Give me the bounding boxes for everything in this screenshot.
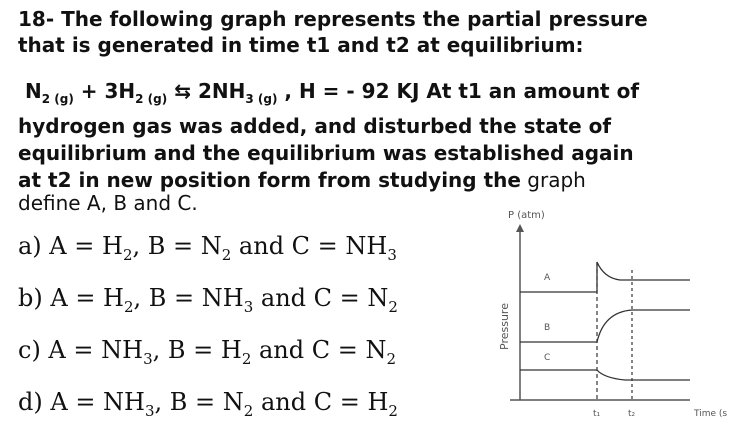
curve-b-label: B [544, 323, 551, 333]
eq-n2-sub: 2 (g) [41, 92, 74, 106]
option-d[interactable] [18, 388, 458, 440]
y-axis-top-label: P (atm) [508, 210, 545, 221]
eq-nh3: 2NH [197, 79, 246, 103]
option-sub: 3 [387, 245, 397, 264]
option-text: c) A = NH [18, 336, 144, 364]
y-axis-arrow-icon [516, 224, 524, 232]
option-text: , B = H [152, 336, 242, 364]
option-text: a) A = H [18, 232, 123, 260]
option-sub: 2 [122, 245, 133, 264]
pressure-time-graph [480, 200, 730, 430]
option-text: and C = N [253, 284, 389, 312]
option-text: , B = N [154, 388, 244, 416]
option-text: and C = N [251, 336, 387, 364]
option-a[interactable] [18, 232, 458, 284]
option-sub: 2 [388, 401, 398, 420]
option-c[interactable] [18, 336, 458, 388]
t1-label: t₁ [593, 409, 601, 419]
option-text: , B = N [132, 232, 222, 260]
curve-c [520, 370, 690, 380]
define-instruction: define A, B and C. [18, 191, 198, 215]
answer-options [18, 232, 458, 440]
question-title [18, 6, 718, 58]
option-text: and C = H [253, 388, 389, 416]
option-sub: 2 [123, 297, 134, 316]
y-axis-label: Pressure [498, 303, 511, 350]
option-sub: 2 [388, 297, 398, 316]
body-line-3: equilibrium and the equilibrium was established again [18, 141, 634, 165]
option-sub: 2 [243, 401, 254, 420]
option-text: d) A = NH [18, 388, 145, 416]
body-line-4-normal: graph [520, 168, 586, 192]
option-sub: 2 [386, 349, 397, 368]
option-text: and C = NH [231, 232, 388, 260]
eq-nh3-sub: 3 (g) [245, 92, 278, 106]
curve-c-label: C [544, 353, 551, 363]
option-sub: 3 [144, 401, 155, 420]
option-text: , B = NH [133, 284, 244, 312]
eq-enthalpy: , H = - 92 KJ At t1 an amount of [284, 79, 640, 103]
title-line-2: that is generated in time t1 and t2 at equilibrium: [18, 33, 584, 57]
body-line-2: hydrogen gas was added, and disturbed the state of [18, 114, 612, 138]
t2-label: t₂ [628, 409, 636, 419]
equation-line [18, 78, 718, 113]
option-b[interactable] [18, 284, 458, 336]
option-sub: 2 [241, 349, 252, 368]
curve-a-label: A [544, 273, 551, 283]
eq-arrow: ⇆ [174, 79, 191, 103]
title-line-1: 18- The following graph represents the partial pressure [18, 7, 648, 31]
option-sub: 3 [243, 297, 254, 316]
option-sub: 3 [143, 349, 153, 368]
eq-h2-sub: 2 (g) [135, 92, 168, 106]
option-text: b) A = H [18, 284, 124, 312]
eq-plus: + 3H [80, 79, 136, 103]
body-line-4-bold: at t2 in new position form from studying the [18, 168, 521, 192]
eq-n2: N [24, 79, 42, 103]
question-body [18, 78, 718, 194]
x-axis-label: Time (s [694, 409, 728, 419]
option-sub: 2 [221, 245, 232, 264]
